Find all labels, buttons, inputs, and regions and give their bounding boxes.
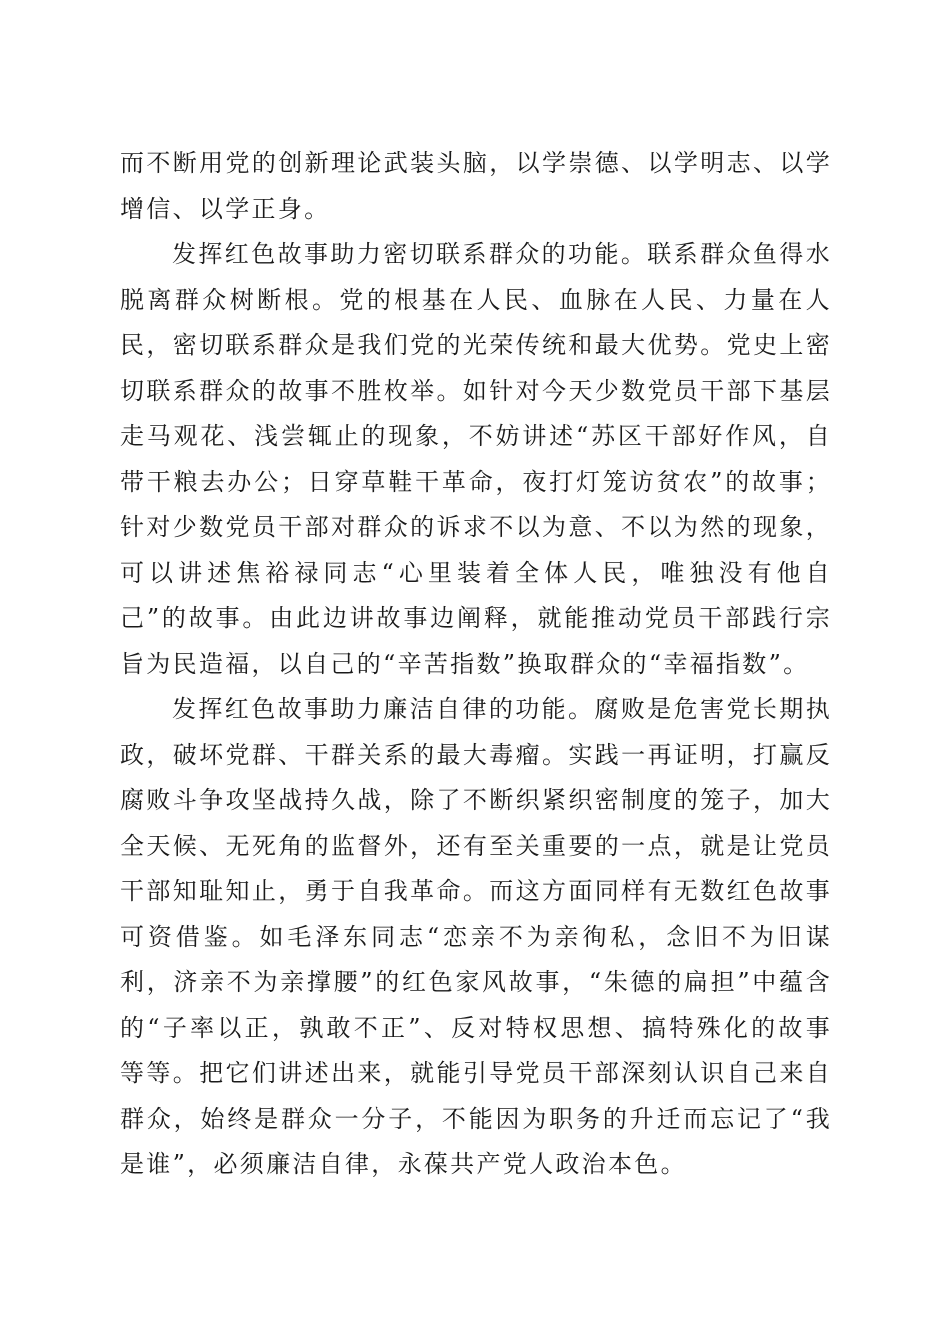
paragraph-continuation: 而不断用党的创新理论武装头脑，以学崇德、以学明志、以学增信、以学正身。 — [120, 149, 832, 223]
paragraph-integrity-self-discipline: 发挥红色故事助力廉洁自律的功能。腐败是危害党长期执政，破坏党群、干群关系的最大毒瘤。实践一再证明，打赢反腐败斗争攻坚战持久战，除了不断织紧织密制度的笼子，加大全天候、无死角的监督外，还有至关重要的一点，就是让党员干部知耻知止，勇于自我革命。而这方面同样有无数红色故事可资借鉴。如毛泽东同志“恋亲不为亲徇私，念旧不为旧谋利，济亲不为亲撑腰”的红色家风故事，“朱德的扁担”中蕴含的“子率以正，孰敢不正”、反对特权思想、搞特殊化的故事等等。把它们讲述出来，就能引导党员干部深刻认识自己来自群众，始终是群众一分子，不能因为职务的升迁而忘记了“我是谁”，必须廉洁自律，永葆共产党人政治本色。 — [120, 695, 832, 1178]
document-body — [120, 141, 832, 1188]
paragraph-contact-masses: 发挥红色故事助力密切联系群众的功能。联系群众鱼得水脱离群众树断根。党的根基在人民、血脉在人民、力量在人民，密切联系群众是我们党的光荣传统和最大优势。党史上密切联系群众的故事不胜枚举。如针对今天少数党员干部下基层走马观花、浅尝辄止的现象，不妨讲述“苏区干部好作风，自带干粮去办公；日穿草鞋干革命，夜打灯笼访贫农”的故事；针对少数党员干部对群众的诉求不以为意、不以为然的现象，可以讲述焦裕禄同志“心里装着全体人民，唯独没有他自己”的故事。由此边讲故事边阐释，就能推动党员干部践行宗旨为民造福，以自己的“辛苦指数”换取群众的“幸福指数”。 — [120, 240, 832, 678]
